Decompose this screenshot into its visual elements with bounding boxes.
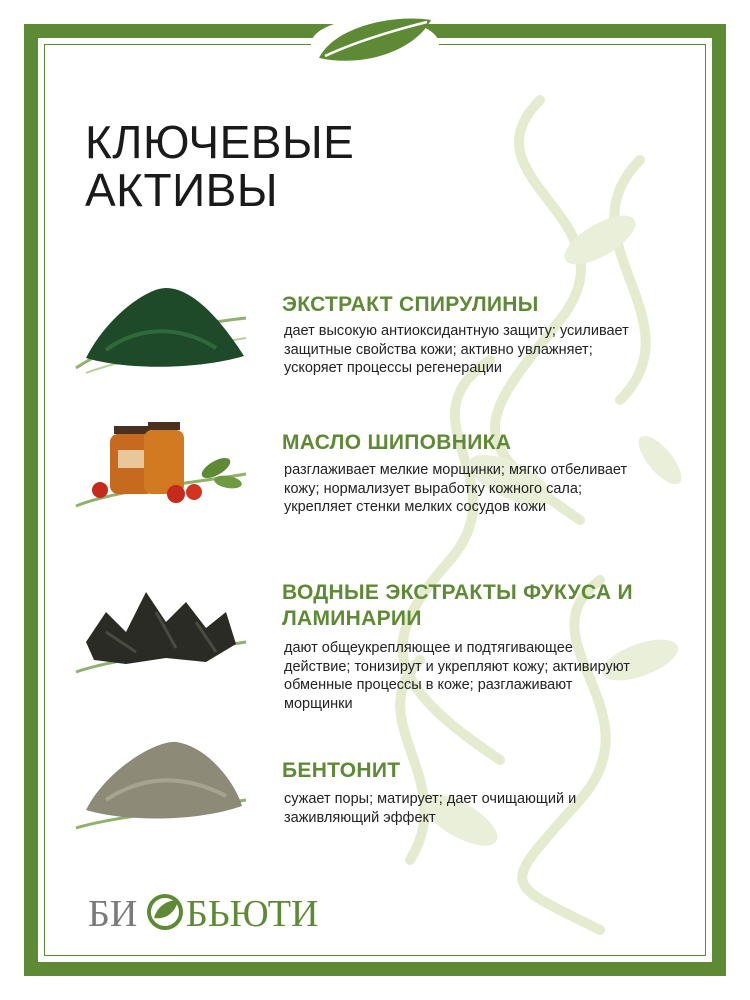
logo-leaf-icon (149, 896, 181, 928)
item-desc-spirulina: дает высокую антиоксидантную защиту; усиливает защитные свойства кожи; активно увлажняет; ускоряет процессы регенерации (284, 323, 629, 376)
item-title-bentonite: БЕНТОНИТ (282, 759, 401, 782)
seaweed-image (66, 572, 256, 682)
spirulina-powder-image (66, 278, 256, 388)
brand-logo (88, 886, 338, 936)
title-line-2: АКТИВЫ (85, 164, 279, 216)
item-desc-bentonite: сужает поры; матирует; дает очищающий и заживляющий эффект (284, 791, 577, 826)
item-desc-seaweed: дают общеукрепляющее и подтягивающее действие; тонизирут и укрепляют кожу; активируют обменные процессы в коже; разглаживают морщинки (284, 640, 630, 712)
item-title-rosehip: МАСЛО ШИПОВНИКА (282, 431, 512, 454)
logo-text-part1: БИ (88, 893, 138, 935)
title-line-1: КЛЮЧЕВЫЕ (85, 116, 355, 168)
page-title (85, 118, 354, 214)
item-title-seaweed: ВОДНЫЕ ЭКСТРАКТЫ ФУКУСА И ЛАМИНАРИИ (282, 581, 633, 630)
logo-text-part2: БЬЮТИ (186, 893, 319, 935)
item-desc-rosehip: разглаживает мелкие морщинки; мягко отбеливает кожу; нормализует выработку кожного сала; укрепляет стенки мелких сосудов кожи (284, 462, 628, 515)
rosehip-oil-image (66, 410, 256, 520)
bentonite-clay-image (66, 730, 256, 840)
item-title-spirulina: ЭКСТРАКТ СПИРУЛИНЫ (282, 293, 539, 316)
top-leaf-icon (305, 6, 445, 76)
